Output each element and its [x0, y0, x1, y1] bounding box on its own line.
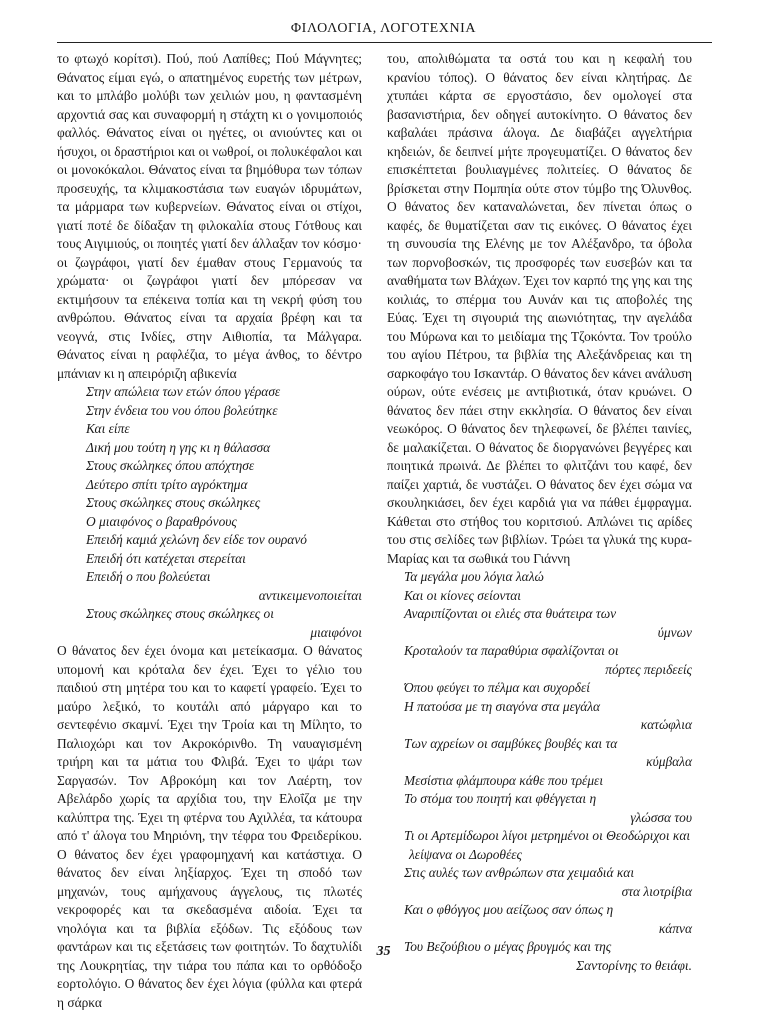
running-header: ΦΙΛΟΛΟΓΙΑ, ΛΟΓΟΤΕΧΝΙΑ	[290, 21, 477, 36]
poem-line: Δεύτερο σπίτι τρίτο αγρόκτημα	[86, 476, 248, 492]
poem-line: Στην απώλεια των ετών όπου γέρασε	[86, 384, 281, 399]
poem-line: Τα μεγάλα μου λόγια λαλώ	[404, 569, 544, 584]
right-prose: του, απολιθώματα τα οστά του και η κεφαλή του κρανίου τόπος). Ο θάνατος δεν είναι κλητήρας. Δε χτυπάει κάρτα σε εργοστάσιο, δεν ομολογεί στα βασανιστήρια, δεν οδηγεί αυτοκίνητο. Ο θάνατος δεν καβαλάει πράσινα άλογα. Δε διαβάζει αγγελτήρια κηδειών, δε δειπνεί μήτε προγευματίζει. Ο θάνατος δεν επισκέπτεται βουλιαγμένες πολιτείες. Ο θάνατος δε βρίσκεται στην Πομπηία ούτε στον τύμβο της Όλυνθος. Ο θάνατος δεν καταναλώνεται, δεν πίνεται όπως ο καφές, δε θυματίζεται σαν τις εικόνες. Ο θάνατος έχει τη συνουσία της Ελένης με τον Αλέξανδρο, τα όβολα των πορνοβοσκών, τις προσφορές των ευσεβών και τα αναθήματα των Βλάχων. Έχει τον καρπό της γης και της κοιλιάς, το σπέρμα του Αυνάν και τις αποβολές της Εύας. Έχει τη σιγουριά της αιωνιότητας, την αγελάδα του Μύρωνα και το μειδίαμα της Τζοκόντα. Τον τρούλο του αγίου Πέτρου, τα βιβλία της Αλεξάνδρειας και τη σαρκοφάγο του Ισκαντάρ. Ο θάνατος δεν κάνει ανάλυση ούρων, ούτε ενέσεις με αντιβιοτικά, όταν κρυώνει. Ο θάνατος δεν πάει στην εκκλησία. Ο θάνατος δεν είναι νεωκόρος. Ο θάνατος δεν τηλεφωνεί, δε βλέπει ταινίες, δε μαλακίζεται. Ο θάνατος δε διοργανώνει βεγγέρες και ποιητικά πρωινά. Δε βλέπει το φλιτζάνι του καφέ, δεν παίζει χαρτιά, δε νυστάζει. Ο θάνατος δεν έχει σώμα να σκουληκιάσει, δεν έχει καρδιά για να πάθει έμφραγμα. Κάθεται στο στήθος του κοριτσιού. Απλώνει τις αρίδες του στις σελίδες των βιβλίων. Τρώει τα γλυκά της κυρα-Μαρίας και τα σωθικά του Γιάννη	[387, 51, 693, 566]
poem-line-continuation: στα λιοτρίβια	[621, 883, 692, 899]
poem-line-continuation: Σαντορίνης το θειάφι.	[576, 957, 692, 973]
poem-line-continuation: αντικειμενοποιείται	[258, 587, 362, 603]
poem-line-continuation: κύμβαλα	[646, 754, 692, 769]
poem-line: Και οι κίονες σείονται	[404, 587, 522, 603]
left-prose-1: το φτωχό κορίτσι). Πού, πού Λαπίθες; Πού Μάγνητες; Θάνατος είμαι εγώ, ο απατημένος ευρετής των μέτρων, και το μπλάβο μολύβι των χειλιών μου, η φαντασμένη αρχοντιά σας και συναφορμή η στάχτη κι ο γονιμοποιός φαλλός. Θάνατος είναι οι ηγέτες, οι ανιούντες και οι ήσυχοι, οι δραστήριοι και οι νωθροί, οι πολυκέφαλοι και οι μονοκόκαλοι. Θάνατος είναι τα βημόθυρα των τόπων προσευχής, τα κλιμακοστάσια των ευαγών ιδρυμάτων, τα μάρμαρα των κυβερνείων. Θάνατος είναι οι στίχοι, γιατί ποτέ δε δίδαξαν τη φιλοκαλία στους Γότθους και τους Αιγιμιούς, οι ποιητές γιατί δεν άλλαξαν τον κόσμο· οι ζωγράφοι, γιατί δεν έμαθαν στους Γερμανούς τα χρώματα· οι ζωγράφοι γιατί δεν μπόρεσαν να εκτιμήσουν τα επέκεινα τοπία και τη νεκρή φύση του ανθρώπου. Θάνατος είναι τα αρχαία βρέφη και τα νεογνά, στις Ινδίες, στην Αιθιοπία, τα Μάλγαρα. Θάνατος είναι η ραφλέζια, το μέγα άνθος, το δέντρο μπάνιαν κι η απειρόριζη αβικενία	[57, 51, 362, 381]
poem-line: Των αχρείων οι σαμβύκες βουβές και τα	[404, 735, 618, 751]
poem-line: Επειδή ότι κατέχεται στερείται	[86, 550, 246, 566]
poem-line: Και ο φθόγγος μου αείζωος σαν όπως η	[404, 902, 614, 917]
poem-line-continuation: πόρτες περιδεείς	[605, 661, 692, 677]
left-poem	[57, 383, 362, 642]
poem-line-continuation: μιαιφόνοι	[310, 624, 362, 640]
poem-line: Κροταλούν τα παραθύρια σφαλίζονται οι	[404, 643, 619, 658]
poem-line-continuation: ύμνων	[657, 624, 692, 640]
poem-line: Στην ένδεια του νου όπου βολεύτηκε	[86, 402, 278, 418]
poem-line: Ο μιαιφόνος ο βαραθρόνους	[86, 513, 237, 529]
right-poem	[387, 568, 692, 975]
poem-line: Επειδή ο που βολεύεται	[86, 569, 211, 584]
poem-line: Στις αυλές των ανθρώπων στα χειμαδιά και	[404, 865, 635, 880]
page-number: 35	[376, 944, 391, 959]
left-prose-2: Ο θάνατος δεν έχει όνομα και μετείκασμα. Ο θάνατος υπομονή και κρόταλα δεν έχει. Έχει το γέλιο του παιδιού στη μητέρα του και το καφετί γραφείο. Έχει το μαύρο λεξικό, το κουτάλι από μάργαρο και το σεντεφένιο σκαμνί. Έχει την Τροία και τη Μίλητο, το Παλιοχώρι και τον Ακροκόρινθο. Τη ναυαγισμένη τριήρη και τα μάτια του Φλιβά. Έχει το ψάρι των Σαργασών. Τον Αβροκόμη και τον Λαέρτη, τον Αβελάρδο χωρίς τα αρχίδια του, την Ελοΐζα με την καλύπτρα της. Έχει τη φτέρνα του Αχιλλέα, τα κάτουρα από τ' άλογα του Μηριόνη, την τέφρα του Φρειδερίκου. Ο θάνατος δεν έχει γραφομηχανή και κατάστιχα. Ο θάνατος δεν είναι ληξίαρχος. Έχει τη σποδό των μηχανών, τους αμήχανους άγγελους, τις πλωτές νεκροφορές και τα σκεδασμένα αιδοία. Έχει τα νηολόγια και τα βιβλία εξόδων. Τις εξόδους των φαντάρων και τις εξετάσεις των φοιτητών. Το δαχτυλίδι της Λουκρητίας, την τιάρα του πάπα και το ορθόδοξο εορτολόγιο. Ο θάνατος δεν έχει λόγια (φύλλα και φτερά η σάρκα	[57, 643, 362, 1010]
poem-line: Δική μου τούτη η γης κι η θάλασσα	[86, 439, 271, 455]
poem-line: Τι οι Αρτεμίδωροι λίγοι μετρημένοι οι Θεοδώριχοι και λείψανα οι Δωροθέες	[404, 828, 691, 862]
poem-line-continuation: κατώφλια	[640, 717, 692, 732]
header-rule	[57, 42, 712, 43]
left-column	[57, 50, 362, 1012]
poem-line: Το στόμα του ποιητή και φθέγγεται η	[404, 791, 597, 806]
poem-line: Η πατούσα με τη σιαγόνα στα μεγάλα	[404, 698, 601, 714]
poem-line: Αναριπίζονται οι ελιές στα θυάτειρα των	[404, 606, 617, 621]
poem-line-continuation: κάπνα	[658, 920, 692, 936]
poem-line: Στους σκώληκες στους σκώληκες οι	[86, 606, 274, 621]
poem-line: Επειδή καμιά χελώνη δεν είδε τον ουρανό	[86, 532, 307, 547]
right-column	[387, 50, 692, 975]
poem-line: Όπου φεύγει το πέλμα και συχορδεί	[404, 680, 590, 695]
poem-line: Στους σκώληκες στους σκώληκες	[86, 495, 261, 510]
poem-line-continuation: γλώσσα του	[630, 809, 692, 825]
poem-line: Στους σκώληκες όπου απόχτησε	[86, 458, 255, 473]
poem-line: Μεσίστια φλάμπουρα κάθε που τρέμει	[404, 772, 604, 788]
poem-line: Του Βεζούβιου ο μέγας βρυγμός και της	[404, 939, 612, 954]
poem-line: Και είπε	[86, 421, 130, 436]
